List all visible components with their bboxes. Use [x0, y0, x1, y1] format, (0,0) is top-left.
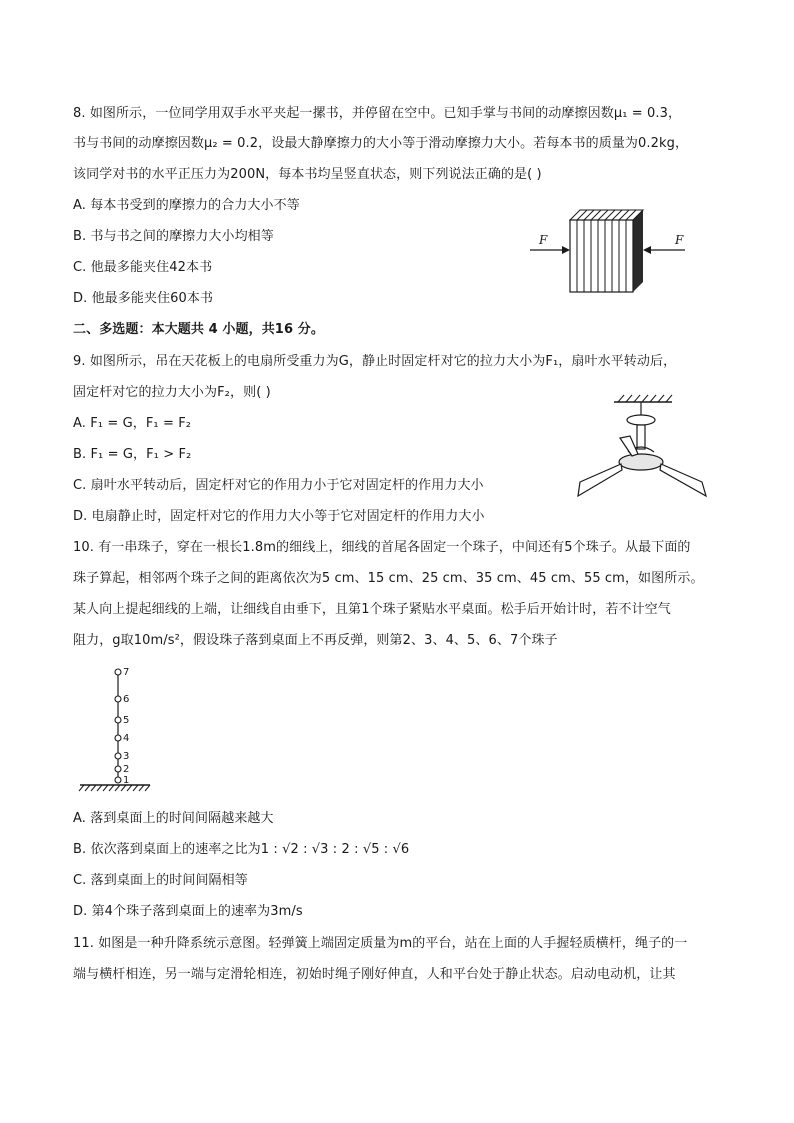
bead-2	[115, 766, 121, 772]
ceiling-fan-figure	[572, 392, 712, 502]
q10-stem-line-1: 10. 有一串珠子，穿在一根长1.8m的细线上，细线的首尾各固定一个珠子，中间还有5个珠子。从最下面的	[73, 540, 691, 555]
fan-canopy	[627, 415, 655, 425]
q8-option-c: C. 他最多能夹住42本书	[73, 260, 213, 275]
q8-option-a: A. 每本书受到的摩擦力的合力大小不等	[73, 198, 300, 213]
q11-stem-line-1: 11. 如图是一种升降系统示意图。轻弹簧上端固定质量为m的平台，站在上面的人手握轻质横杆，绳子的一	[73, 936, 688, 951]
fan-blade-left	[578, 464, 622, 496]
right-force-arrowhead	[643, 246, 651, 254]
q10-option-a: A. 落到桌面上的时间间隔越来越大	[73, 811, 274, 826]
fan-blade-right	[660, 464, 706, 496]
section-2-title: 二、多选题：本大题共 4 小题，共16 分。	[73, 322, 324, 337]
q11-stem-line-2: 端与横杆相连，另一端与定滑轮相连，初始时绳子刚好伸直，人和平台处于静止状态。启动电动机，让其	[73, 967, 676, 982]
bead-5	[115, 717, 121, 723]
table-hatching	[79, 785, 150, 791]
bead-6	[115, 696, 121, 702]
bead-label-5: 5	[123, 715, 130, 726]
q10-option-c: C. 落到桌面上的时间间隔相等	[73, 873, 248, 888]
fan-blade-back	[620, 436, 638, 456]
bead-label-2: 2	[123, 764, 130, 775]
left-force-label: F	[539, 233, 548, 247]
bead-label-3: 3	[123, 751, 130, 762]
q8-option-d: D. 他最多能夹住60本书	[73, 291, 214, 306]
bead-4	[115, 735, 121, 741]
q9-option-c: C. 扇叶水平转动后，固定杆对它的作用力小于它对固定杆的作用力大小	[73, 478, 484, 493]
bead-7	[115, 669, 121, 675]
fan-down-rod	[637, 425, 645, 449]
bead-label-7: 7	[123, 667, 130, 678]
q9-stem-line-1: 9. 如图所示，吊在天花板上的电扇所受重力为G，静止时固定杆对它的拉力大小为F₁，扇叶水平转动后，	[73, 354, 677, 369]
q9-option-a: A. F₁ = G，F₁ = F₂	[73, 416, 192, 431]
q9-stem-line-2: 固定杆对它的拉力大小为F₂，则( )	[73, 385, 271, 400]
book-stack-front-face	[570, 220, 633, 292]
q10-stem-line-2: 珠子算起，相邻两个珠子之间的距离依次为5 cm、15 cm、25 cm、35 cm、45 cm、55 cm，如图所示。	[73, 571, 704, 586]
bead-label-4: 4	[123, 733, 130, 744]
bead-3	[115, 753, 121, 759]
q10-option-b: B. 依次落到桌面上的速率之比为1 : √2 : √3 : 2 : √5 : √6	[73, 842, 410, 857]
q8-stem-line-1: 8. 如图所示，一位同学用双手水平夹起一摞书，并停留在空中。已知手掌与书间的动摩擦因数μ₁ = 0.3，	[73, 106, 682, 121]
q9-option-b: B. F₁ = G，F₁ > F₂	[73, 447, 192, 462]
bead-label-6: 6	[123, 694, 130, 705]
q8-stem-line-3: 该同学对书的水平正压力为200N，每本书均呈竖直状态，则下列说法正确的是( )	[73, 167, 542, 182]
ceiling-hatching	[618, 395, 672, 402]
right-force-label: F	[675, 233, 684, 247]
left-force-arrowhead	[562, 246, 570, 254]
book-stack-side-face	[633, 210, 643, 292]
q10-option-d: D. 第4个珠子落到桌面上的速率为3m/s	[73, 904, 303, 919]
q8-stem-line-2: 书与书间的动摩擦因数μ₂ = 0.2，设最大静摩擦力的大小等于滑动摩擦力大小。若每本书的质量为0.2kg，	[73, 136, 689, 151]
book-stack-figure	[525, 200, 725, 300]
bead-1	[115, 777, 121, 783]
bead-string-figure	[78, 662, 158, 792]
q9-option-d: D. 电扇静止时，固定杆对它的作用力大小等于它对固定杆的作用力大小	[73, 509, 485, 524]
bead-label-1: 1	[123, 775, 130, 786]
fan-motor-housing	[619, 454, 663, 470]
q10-stem-line-4: 阻力，g取10m/s²，假设珠子落到桌面上不再反弹，则第2、3、4、5、6、7个珠子	[73, 633, 558, 648]
q10-stem-line-3: 某人向上提起细线的上端，让细线自由垂下，且第1个珠子紧贴水平桌面。松手后开始计时，若不计空气	[73, 602, 671, 617]
q8-option-b: B. 书与书之间的摩擦力大小均相等	[73, 229, 274, 244]
